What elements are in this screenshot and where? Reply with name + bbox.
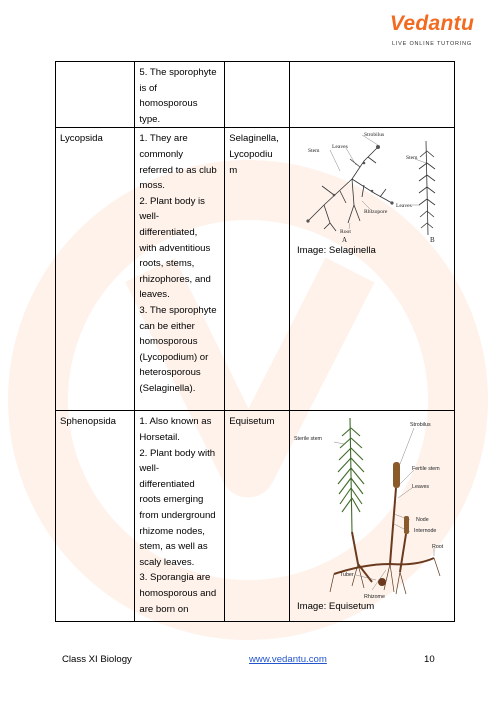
fig-label-sterile-stem: Sterile stem [293,436,322,443]
characteristics-cell: 5. The sporophyte is of homosporous type. [135,62,225,128]
fig-label-rhizome: Rhizome [363,594,385,599]
selaginella-caption: Image: Selaginella [296,245,376,257]
examples-cell [225,62,290,128]
logo-wordmark: Vedantu [389,12,475,35]
fig-label-rhizopore: Rhizopore [363,209,388,216]
fig-label-stem: Stem [307,148,320,155]
fig-label-leaves: Leaves [331,144,348,151]
fig-label-leaves-b: Leaves [395,203,412,210]
footer-course: Class XI Biology [62,654,132,665]
examples-cell: Selaginella, Lycopodiu m [225,128,290,411]
strobilus-cone [393,462,400,488]
equisetum-diagram [294,414,449,598]
fig-label-leaves: Leaves [411,484,430,491]
selaginella-diagram [294,131,449,243]
characteristics-cell: 1. Also known as Horsetail. 2. Plant body with well- differentiated roots emerging from underground rhizome nodes, stem, as well as scaly leaves. 3. Sporangia are homosporous and are born on [135,411,225,622]
group-cell: Sphenopsida [56,411,135,622]
fig-label-stem-b: Stem [405,155,418,162]
fig-label-tuber: Tuber [339,572,354,579]
fig-label-internode: Internode [413,528,437,535]
equisetum-caption: Image: Equisetum [296,601,375,613]
footer-website-link[interactable]: www.vedantu.com [249,654,327,665]
page-number: 10 [424,654,435,665]
group-cell [56,62,135,128]
table-row [56,411,455,622]
fig-label-root: Root [339,229,351,236]
group-cell: Lycopsida [56,128,135,411]
logo-tagline: LIVE ONLINE TUTORING [392,41,472,47]
pteridophyte-classification-table [55,61,455,622]
image-cell [289,128,454,411]
vedantu-logo [384,12,480,52]
fig-label-fertile-stem: Fertile stem [411,466,440,473]
characteristics-cell: 1. They are commonly referred to as club moss. 2. Plant body is well- differentiated, with adventitious roots, stems, rhizophores, and leaves. 3. The sporophyte can be either homosporous (Lycopodium) or heterosporous (Selaginella). [135,128,225,411]
fig-label-strobilus: Strobilus [363,132,385,139]
image-cell [289,411,454,622]
fig-label-root: Root [431,544,444,551]
image-cell [289,62,454,128]
fig-label-node: Node [415,517,429,524]
table-row [56,128,455,411]
fig-label-a: A [341,236,347,244]
examples-cell: Equisetum [225,411,290,622]
fig-label-strobilus: Strobilus [409,422,431,429]
table-row [56,62,455,128]
fig-label-b: B [429,236,435,244]
